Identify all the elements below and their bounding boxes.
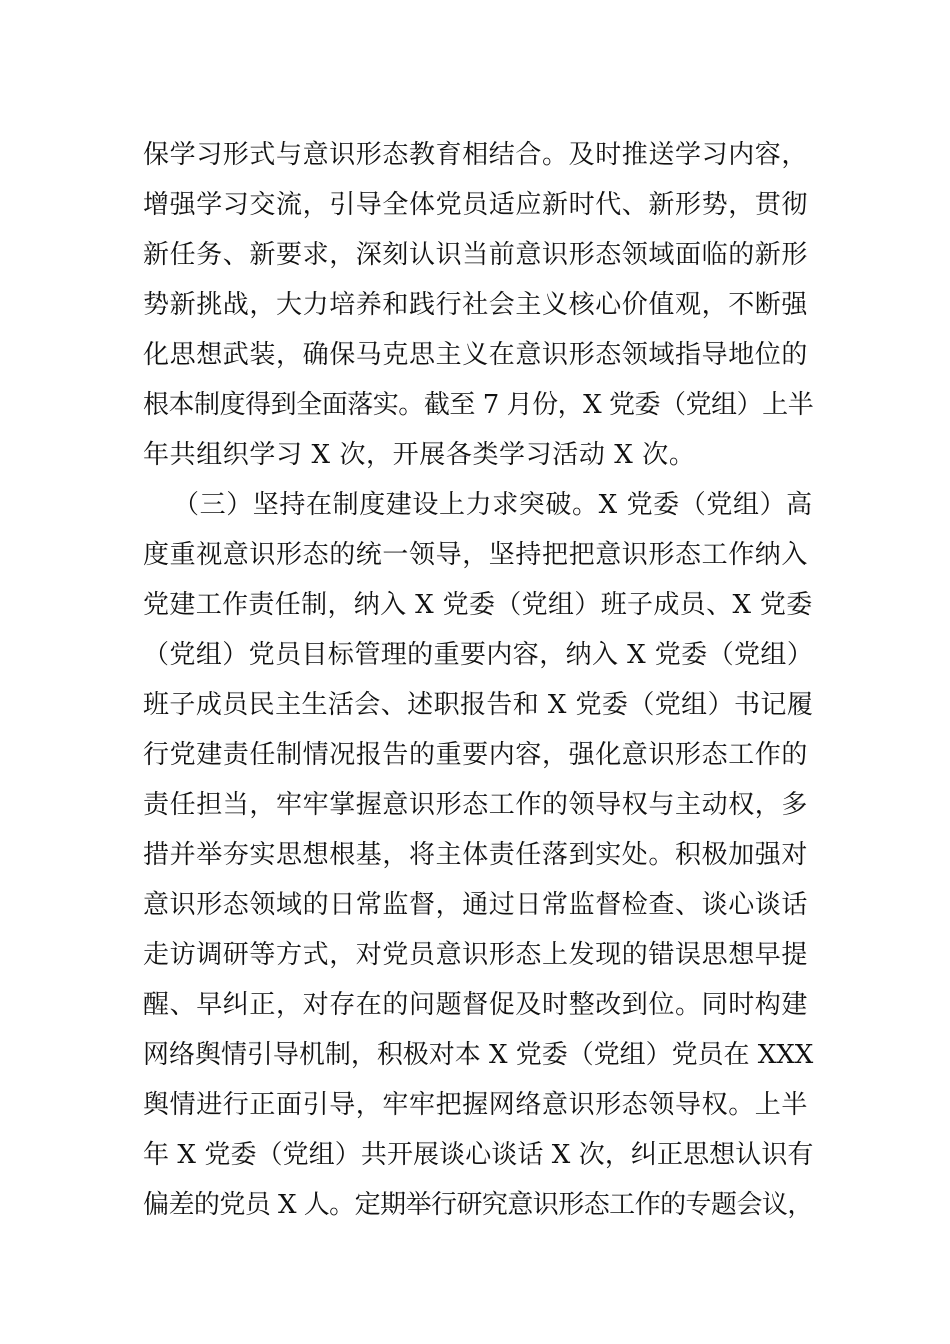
text-line-15: 措并举夯实思想根基，将主体责任落到实处。积极加强对 — [143, 840, 809, 870]
text-line-11: （党组）党员目标管理的重要内容，纳入 X 党委（党组） — [143, 640, 814, 670]
text-line-10: 党建工作责任制，纳入 X 党委（党组）班子成员、X 党委 — [143, 590, 813, 620]
text-line-2: 增强学习交流，引导全体党员适应新时代、新形势，贯彻 — [143, 190, 809, 220]
text-line-7: 年共组织学习 X 次，开展各类学习活动 X 次。 — [143, 440, 696, 470]
text-line-22: 偏差的党员 X 人。定期举行研究意识形态工作的专题会议， — [143, 1190, 813, 1220]
text-line-17: 走访调研等方式，对党员意识形态上发现的错误思想早提 — [143, 940, 809, 970]
text-line-14: 责任担当，牢牢掌握意识形态工作的领导权与主动权，多 — [143, 790, 809, 820]
text-line-1: 保学习形式与意识形态教育相结合。及时推送学习内容， — [143, 140, 809, 170]
text-line-4: 势新挑战，大力培养和践行社会主义核心价值观，不断强 — [143, 290, 809, 320]
text-line-19: 网络舆情引导机制，积极对本 X 党委（党组）党员在 XXX — [143, 1040, 814, 1070]
text-line-18: 醒、早纠正，对存在的问题督促及时整改到位。同时构建 — [143, 990, 809, 1020]
body-text — [143, 130, 813, 1230]
text-line-12: 班子成员民主生活会、述职报告和 X 党委（党组）书记履 — [143, 690, 814, 720]
text-line-13: 行党建责任制情况报告的重要内容，强化意识形态工作的 — [143, 740, 809, 770]
section-heading-3: （三）坚持在制度建设上力求突破。X 党委（党组）高 — [173, 490, 813, 520]
text-line-21: 年 X 党委（党组）共开展谈心谈话 X 次，纠正思想认识有 — [143, 1140, 814, 1170]
text-line-6: 根本制度得到全面落实。截至 7 月份，X 党委（党组）上半 — [143, 390, 814, 420]
text-line-20: 舆情进行正面引导，牢牢把握网络意识形态领导权。上半 — [143, 1090, 809, 1120]
text-line-16: 意识形态领域的日常监督，通过日常监督检查、谈心谈话 — [143, 890, 809, 920]
text-line-3: 新任务、新要求，深刻认识当前意识形态领域面临的新形 — [143, 240, 809, 270]
text-line-9: 度重视意识形态的统一领导，坚持把把意识形态工作纳入 — [143, 540, 809, 570]
text-line-5: 化思想武装，确保马克思主义在意识形态领域指导地位的 — [143, 340, 809, 370]
